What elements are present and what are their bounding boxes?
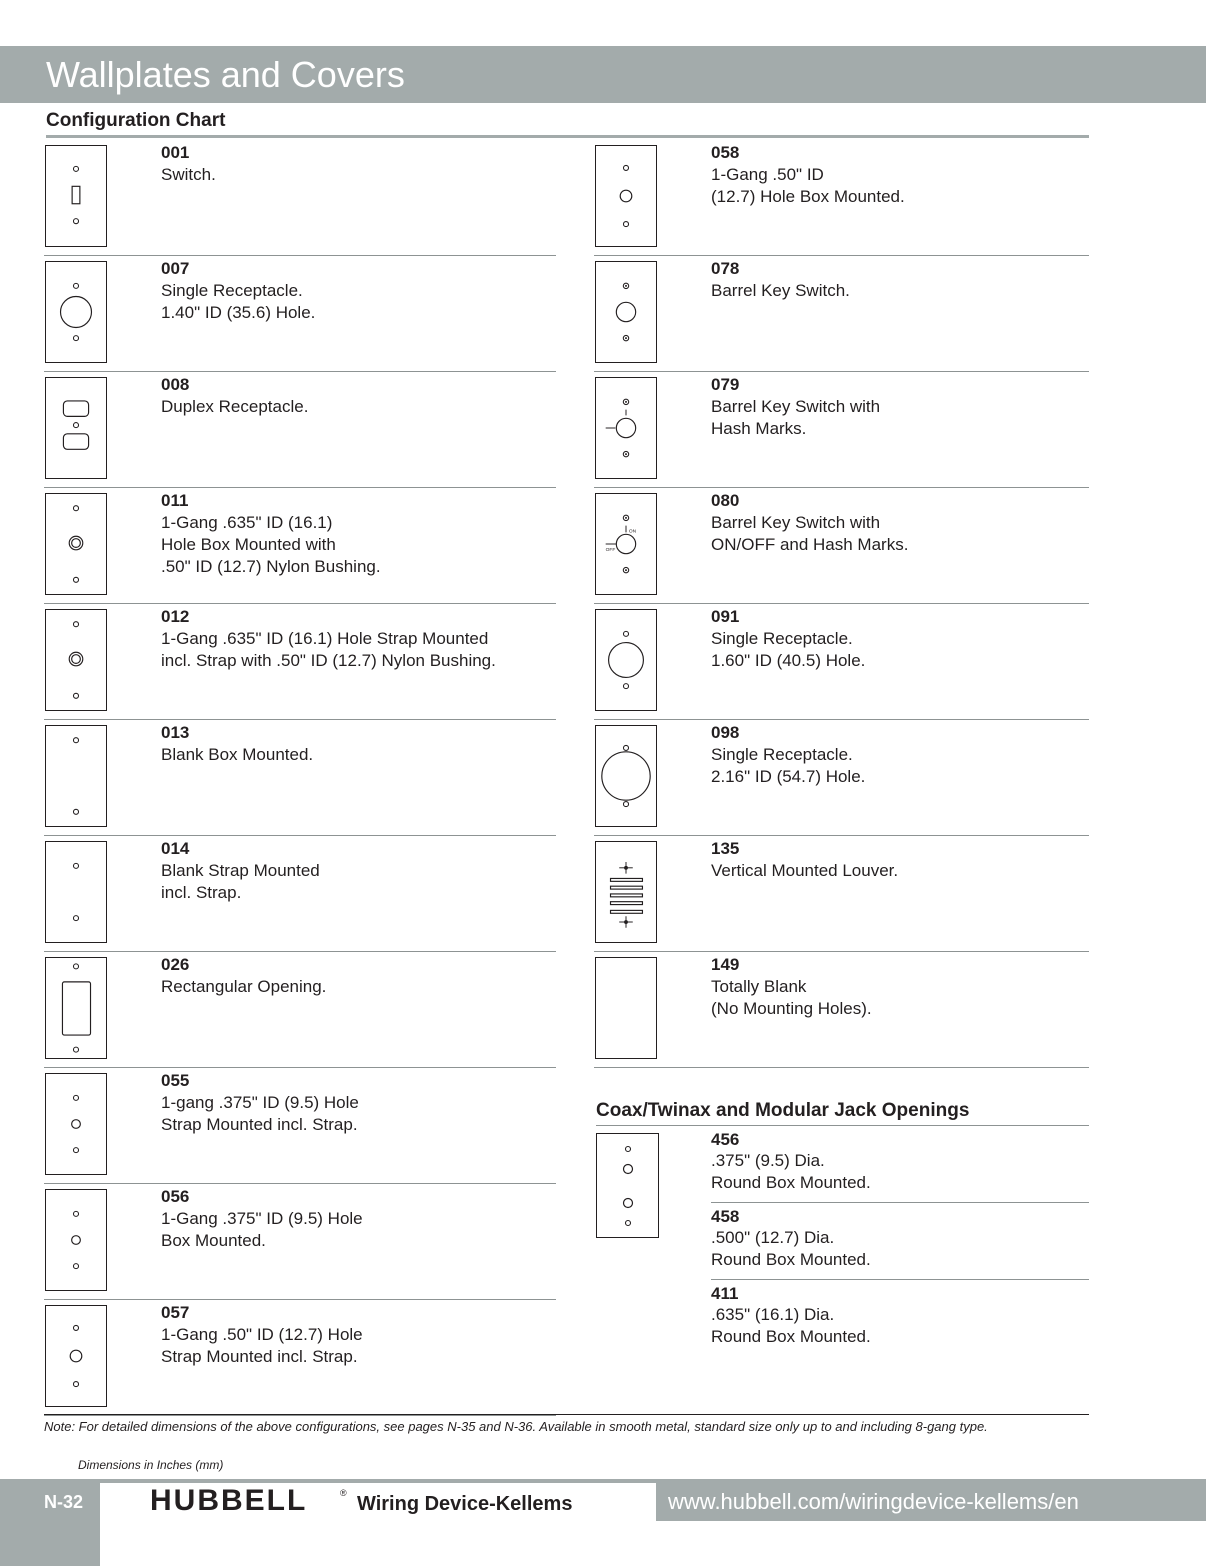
wallplate-barrel-key-onoff-icon <box>595 493 657 595</box>
config-description: Barrel Key Switch with ON/OFF and Hash Marks. <box>711 513 909 554</box>
config-description: 1-Gang .50" ID (12.7) Hole Strap Mounted incl. Strap. <box>161 1325 363 1366</box>
right-column <box>594 140 1089 1068</box>
page-number: N-32 <box>44 1492 84 1512</box>
config-description: Vertical Mounted Louver. <box>711 861 899 880</box>
config-description: 1-Gang .635" ID (16.1) Hole Box Mounted with .50" ID (12.7) Nylon Bushing. <box>161 513 381 576</box>
coax-desc: .635" (16.1) Dia. Round Box Mounted. <box>711 1305 871 1346</box>
wallplate-small-hole-icon <box>45 1189 107 1291</box>
wallplate-medium-hole-icon <box>45 1305 107 1407</box>
page-title: Wallplates and Covers <box>46 54 405 95</box>
config-code: 135 <box>711 839 740 858</box>
config-code: 080 <box>711 491 740 510</box>
coax-code: 411 <box>711 1284 739 1303</box>
config-code: 098 <box>711 723 740 742</box>
coax-code: 458 <box>711 1207 740 1226</box>
section-title: Configuration Chart <box>46 110 226 131</box>
config-row-057 <box>44 1300 556 1416</box>
coax-item-411 <box>711 1284 1089 1348</box>
footer-url[interactable]: www.hubbell.com/wiringdevice-kellems/en <box>668 1489 1079 1514</box>
config-description: Totally Blank (No Mounting Holes). <box>711 977 872 1018</box>
config-code: 013 <box>161 723 190 742</box>
config-row-011 <box>44 488 556 604</box>
config-description: Single Receptacle. 1.40" ID (35.6) Hole. <box>161 281 316 322</box>
coax-divider <box>711 1279 1089 1280</box>
config-description: 1-Gang .50" ID (12.7) Hole Box Mounted. <box>711 165 905 206</box>
config-code: 011 <box>161 491 189 510</box>
wallplate-switch-icon <box>45 145 107 247</box>
wallplate-single-receptacle-140-icon <box>45 261 107 363</box>
config-row-007 <box>44 256 556 372</box>
wallplate-medium-hole-icon <box>595 145 657 247</box>
coax-desc: .375" (9.5) Dia. Round Box Mounted. <box>711 1151 871 1192</box>
footnote: Note: For detailed dimensions of the above configurations, see pages N-35 and N-36. Available in smooth metal, standard size only up to and including 8-gang type. <box>44 1419 988 1434</box>
config-description: Blank Strap Mounted incl. Strap. <box>161 861 320 902</box>
config-description: Blank Box Mounted. <box>161 745 314 764</box>
coax-item-456 <box>711 1130 1089 1194</box>
config-code: 012 <box>161 607 190 626</box>
config-row-091 <box>594 604 1089 720</box>
config-code: 001 <box>161 143 190 162</box>
coax-section-title: Coax/Twinax and Modular Jack Openings <box>596 1100 970 1121</box>
config-description: Single Receptacle. 2.16" ID (54.7) Hole. <box>711 745 866 786</box>
coax-rule <box>596 1125 1089 1126</box>
config-code: 091 <box>711 607 740 626</box>
wallplate-rectangular-opening-icon <box>45 957 107 1059</box>
config-row-012 <box>44 604 556 720</box>
wallplate-louver-icon <box>595 841 657 943</box>
config-description: Switch. <box>161 165 216 184</box>
config-description: 1-Gang .635" ID (16.1) Hole Strap Mounted incl. Strap with .50" ID (12.7) Nylon Bushing. <box>161 629 496 670</box>
section-rule <box>46 135 1089 138</box>
wallplate-blank-strap-icon <box>45 841 107 943</box>
config-row-056 <box>44 1184 556 1300</box>
config-code: 078 <box>711 259 740 278</box>
coax-code: 456 <box>711 1130 740 1149</box>
note-rule <box>44 1414 1089 1415</box>
config-row-014 <box>44 836 556 952</box>
left-column <box>44 140 556 1416</box>
wallplate-bushing-icon <box>45 493 107 595</box>
coax-plate-icon <box>596 1133 659 1238</box>
wallplate-single-receptacle-160-icon <box>595 609 657 711</box>
config-code: 055 <box>161 1071 190 1090</box>
wallplate-small-hole-icon <box>45 1073 107 1175</box>
wallplate-duplex-receptacle-icon <box>45 377 107 479</box>
config-description: 1-gang .375" ID (9.5) Hole Strap Mounted incl. Strap. <box>161 1093 359 1134</box>
config-description: Barrel Key Switch. <box>711 281 850 300</box>
config-code: 057 <box>161 1303 190 1322</box>
wallplate-single-receptacle-216-icon <box>595 725 657 827</box>
config-code: 149 <box>711 955 740 974</box>
brand-tagline: Wiring Device-Kellems <box>357 1493 573 1515</box>
coax-item-458 <box>711 1207 1089 1271</box>
config-description: Barrel Key Switch with Hash Marks. <box>711 397 881 438</box>
config-description: 1-Gang .375" ID (9.5) Hole Box Mounted. <box>161 1209 363 1250</box>
dimensions-note: Dimensions in Inches (mm) <box>78 1458 224 1472</box>
wallplate-barrel-key-hash-icon <box>595 377 657 479</box>
config-row-058 <box>594 140 1089 256</box>
config-row-079 <box>594 372 1089 488</box>
config-description: Duplex Receptacle. <box>161 397 309 416</box>
brand-logo: HUBBELL <box>150 1484 308 1517</box>
config-row-026 <box>44 952 556 1068</box>
config-code: 014 <box>161 839 190 858</box>
coax-desc: .500" (12.7) Dia. Round Box Mounted. <box>711 1228 871 1269</box>
config-code: 058 <box>711 143 740 162</box>
config-row-001 <box>44 140 556 256</box>
config-code: 007 <box>161 259 190 278</box>
config-code: 026 <box>161 955 190 974</box>
header-banner <box>0 46 1206 103</box>
wallplate-bushing-icon <box>45 609 107 711</box>
config-row-078 <box>594 256 1089 372</box>
config-row-013 <box>44 720 556 836</box>
config-code: 056 <box>161 1187 190 1206</box>
coax-divider <box>711 1202 1089 1203</box>
config-row-055 <box>44 1068 556 1184</box>
registered-mark: ® <box>340 1488 347 1498</box>
config-row-098 <box>594 720 1089 836</box>
config-row-135 <box>594 836 1089 952</box>
config-row-008 <box>44 372 556 488</box>
config-row-149 <box>594 952 1089 1068</box>
wallplate-totally-blank-icon <box>595 957 657 1059</box>
config-description: Single Receptacle. 1.60" ID (40.5) Hole. <box>711 629 866 670</box>
wallplate-blank-box-icon <box>45 725 107 827</box>
off-label: OFF <box>605 547 616 553</box>
config-row-080 <box>594 488 1089 604</box>
config-code: 008 <box>161 375 190 394</box>
on-label: ON <box>628 529 637 535</box>
config-description: Rectangular Opening. <box>161 977 327 996</box>
wallplate-barrel-key-icon <box>595 261 657 363</box>
config-code: 079 <box>711 375 740 394</box>
